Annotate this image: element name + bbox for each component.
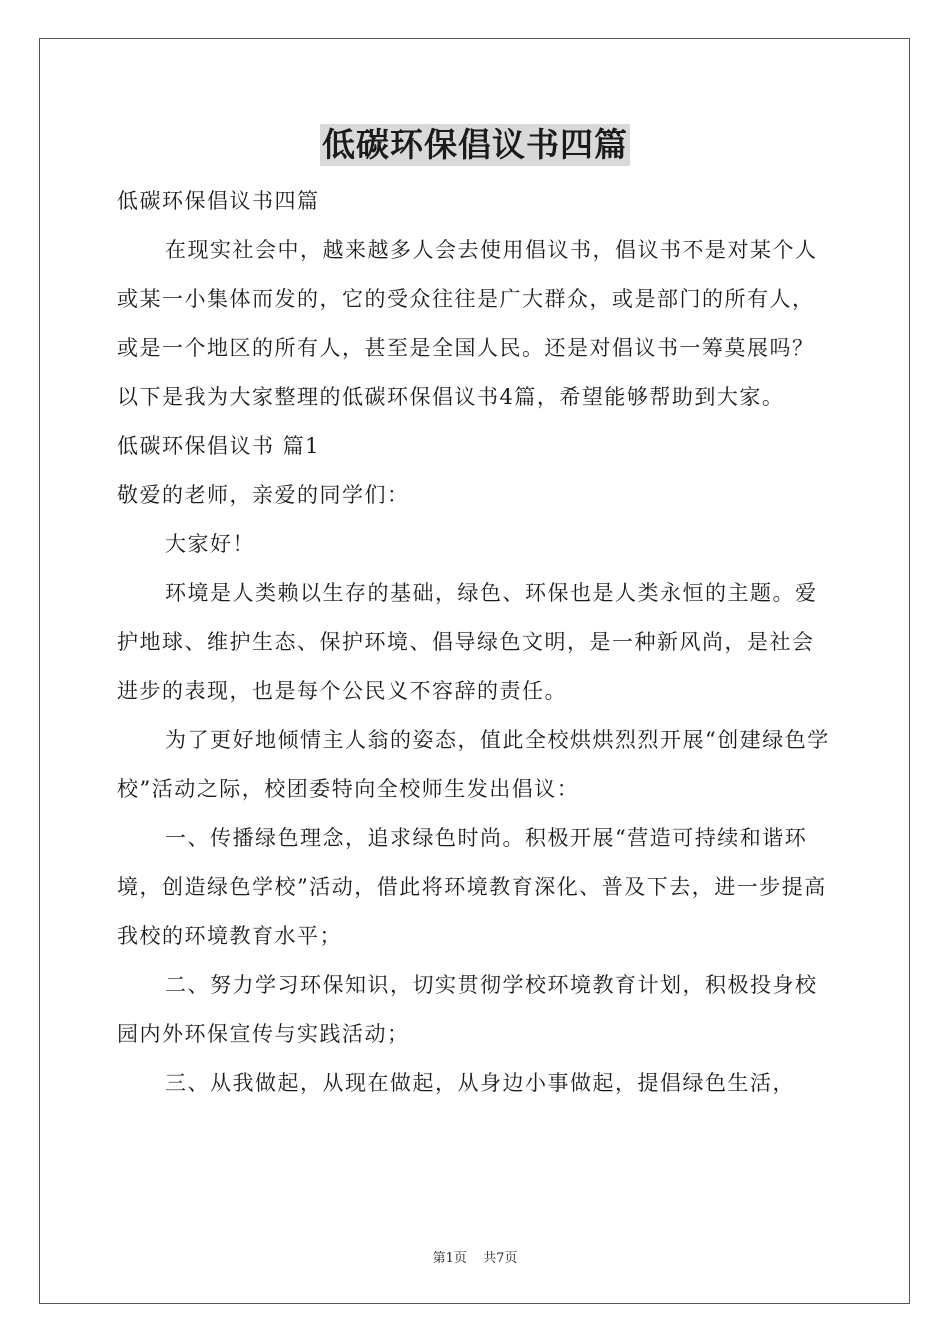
document-subtitle: 低碳环保倡议书四篇 xyxy=(117,189,320,213)
document-body xyxy=(117,177,833,1108)
body-paragraph: 为了更好地倾情主人翁的姿态，值此全校烘烘烈烈开展“创建绿色学校”活动之际，校团委特向全校师生发出倡议： xyxy=(117,728,830,801)
body-paragraph: 环境是人类赖以生存的基础，绿色、环保也是人类永恒的主题。爱护地球、维护生态、保护环境、倡导绿色文明，是一种新风尚，是社会进步的表现，也是每个公民义不容辞的责任。 xyxy=(117,581,818,703)
section-heading: 低碳环保倡议书 篇1 xyxy=(117,434,321,458)
page-number-current: 第1页 xyxy=(432,1251,467,1266)
body-paragraph: 一、传播绿色理念，追求绿色时尚。积极开展“营造可持续和谐环境，创造绿色学校”活动，借此将环境教育深化、普及下去，进一步提高我校的环境教育水平； xyxy=(117,826,827,948)
page-number-total: 共7页 xyxy=(483,1251,518,1266)
document-title: 低碳环保倡议书四篇 xyxy=(322,125,628,164)
body-paragraph: 三、从我做起，从现在做起，从身边小事做起，提倡绿色生活， xyxy=(165,1071,795,1095)
page-footer xyxy=(0,1247,950,1266)
body-paragraph: 二、努力学习环保知识，切实贯彻学校环境教育计划，积极投身校园内外环保宣传与实践活动； xyxy=(117,973,818,1046)
title-wrap xyxy=(0,124,950,166)
intro-paragraph: 在现实社会中，越来越多人会去使用倡议书，倡议书不是对某个人或某一小集体而发的，它的受众往往是广大群众，或是部门的所有人，或是一个地区的所有人，甚至是全国人民。还是对倡议书一筹莫展吗？以下是我为大家整理的低碳环保倡议书4篇，希望能够帮助到大家。 xyxy=(117,238,818,409)
salutation: 敬爱的老师，亲爱的同学们： xyxy=(117,483,410,507)
greeting: 大家好！ xyxy=(165,532,255,556)
